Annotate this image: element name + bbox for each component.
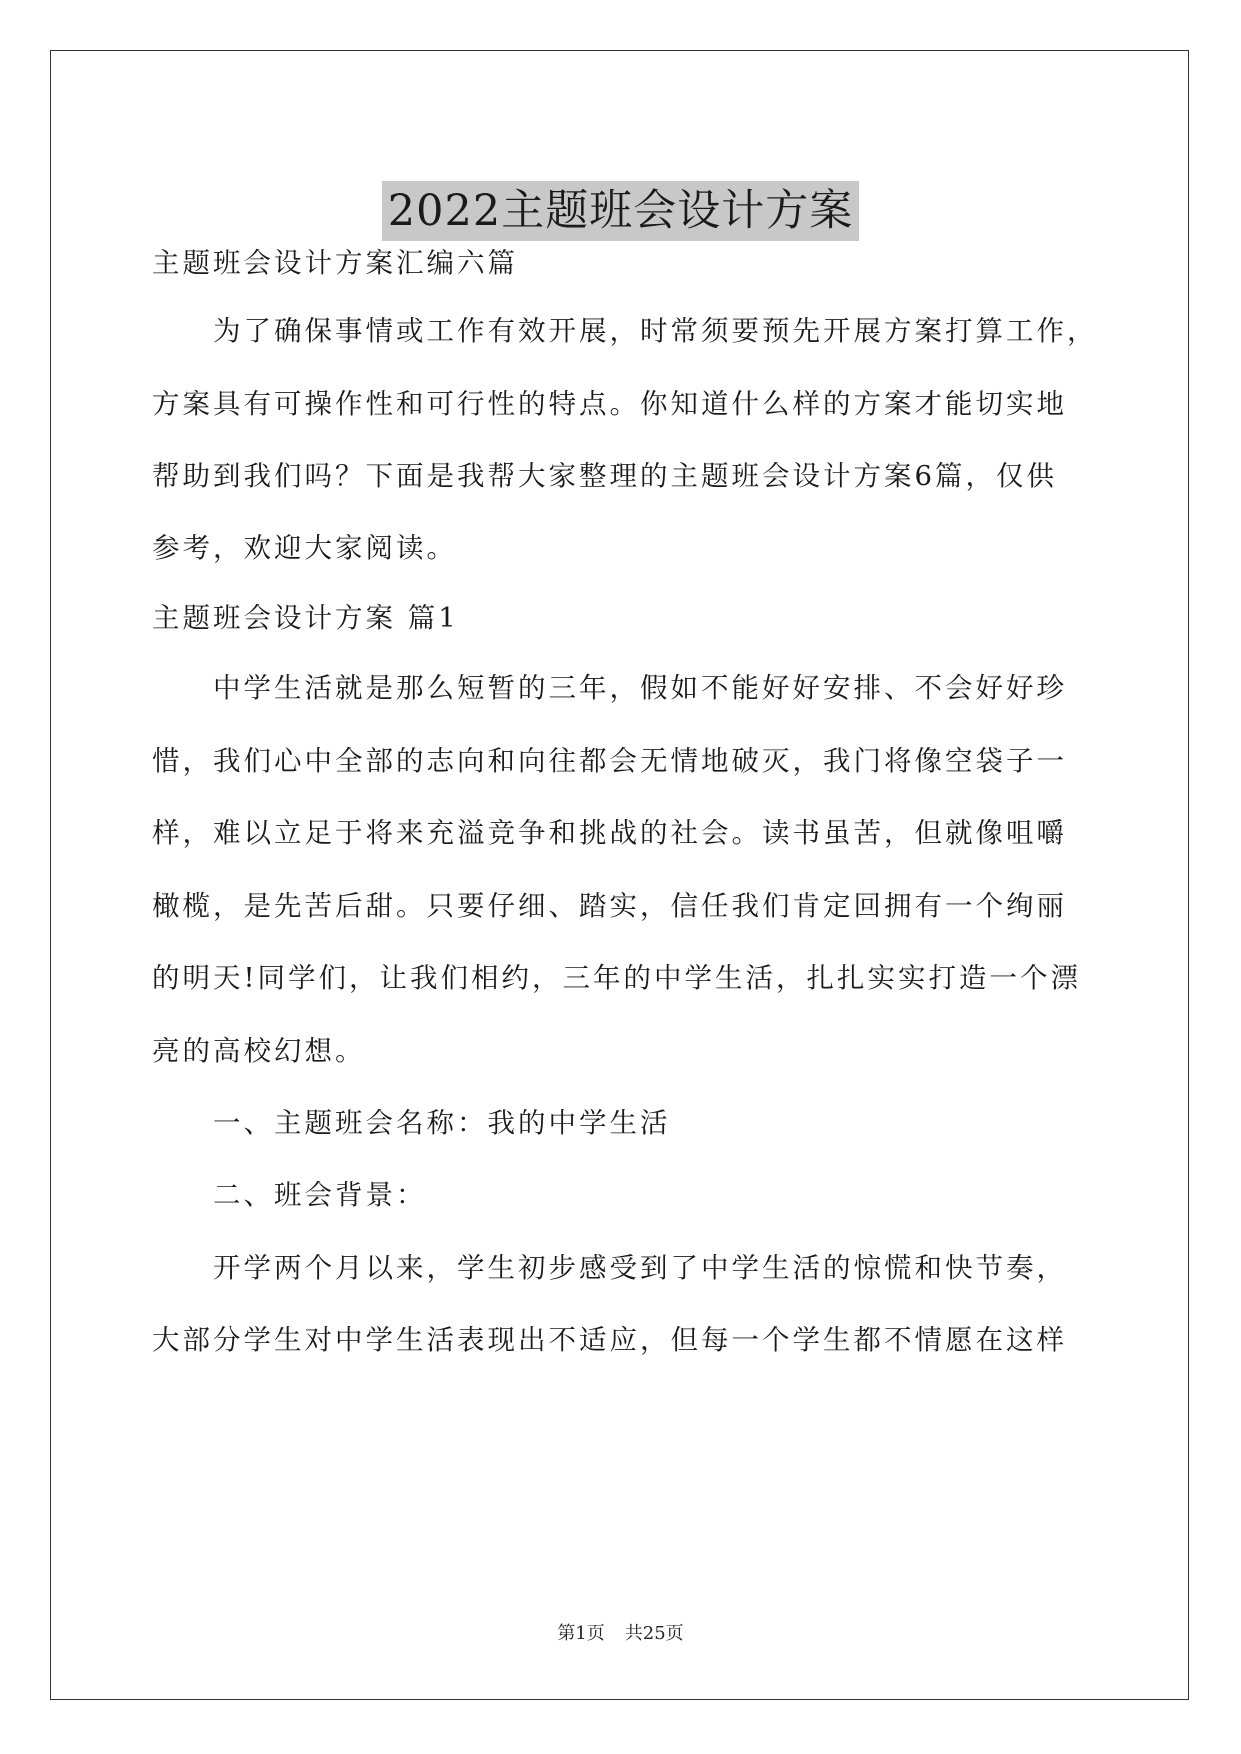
paragraph2-line-2: 大部分学生对中学生活表现出不适应，但每一个学生都不情愿在这样 — [152, 1324, 1067, 1356]
page-footer — [0, 1622, 1241, 1646]
collection-subtitle: 主题班会设计方案汇编六篇 — [152, 247, 518, 279]
intro-line-4: 参考，欢迎大家阅读。 — [152, 532, 457, 564]
paragraph-line-2: 惜，我们心中全部的志向和向往都会无情地破灭，我门将像空袋子一 — [152, 745, 1067, 777]
page-border — [50, 50, 1189, 1700]
paragraph-line-4: 橄榄，是先苦后甜。只要仔细、踏实，信任我们肯定回拥有一个绚丽 — [152, 890, 1067, 922]
page-number: 第1页 — [557, 1623, 605, 1644]
paragraph-line-5: 的明天!同学们，让我们相约，三年的中学生活，扎扎实实打造一个漂 — [152, 962, 1082, 994]
intro-line-1: 为了确保事情或工作有效开展，时常须要预先开展方案打算工作， — [213, 315, 1098, 347]
list-item-2: 二、班会背景： — [213, 1179, 427, 1211]
section-heading-1: 主题班会设计方案 篇1 — [152, 602, 459, 634]
paragraph-line-3: 样，难以立足于将来充溢竞争和挑战的社会。读书虽苦，但就像咀嚼 — [152, 817, 1067, 849]
paragraph-line-6: 亮的高校幻想。 — [152, 1035, 366, 1067]
paragraph2-line-1: 开学两个月以来，学生初步感受到了中学生活的惊慌和快节奏， — [213, 1252, 1067, 1284]
paragraph-line-1: 中学生活就是那么短暂的三年，假如不能好好安排、不会好好珍 — [213, 672, 1067, 704]
list-item-1: 一、主题班会名称：我的中学生活 — [213, 1107, 671, 1139]
intro-line-2: 方案具有可操作性和可行性的特点。你知道什么样的方案才能切实地 — [152, 388, 1067, 420]
intro-line-3: 帮助到我们吗？下面是我帮大家整理的主题班会设计方案6篇，仅供 — [152, 460, 1057, 492]
document-title: 2022主题班会设计方案 — [382, 181, 859, 241]
page-total: 共25页 — [624, 1623, 684, 1644]
